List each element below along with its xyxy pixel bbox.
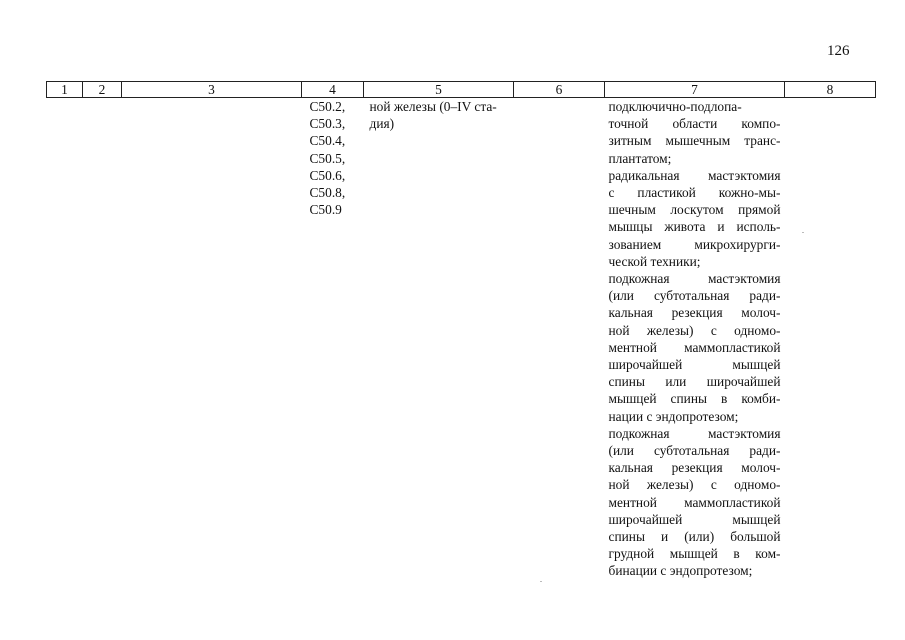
treatment-line: точной области компо- (608, 116, 781, 132)
cell-diagnosis-codes (302, 98, 364, 580)
cell-col-2 (83, 98, 122, 580)
treatment-line: нации с эндопротезом; (608, 408, 739, 424)
icd-code: C50.5, (309, 150, 346, 166)
column-header-8: 8 (785, 82, 876, 98)
column-header-6: 6 (514, 82, 605, 98)
cell-col-1 (47, 98, 83, 580)
treatment-line: ной железы) с одномо- (608, 322, 781, 338)
treatment-line: зованием микрохирурги- (608, 236, 781, 252)
treatment-line: с пластикой кожно-мы- (608, 185, 781, 201)
treatment-line: радикальная мастэктомия (608, 167, 781, 183)
icd-code: C50.4, (309, 133, 346, 149)
treatment-line: (или субтотальная ради- (608, 288, 781, 304)
condition-line: ной железы (0–IV ста- (369, 99, 497, 114)
column-header-5: 5 (364, 82, 514, 98)
icd-code: C50.6, (309, 167, 346, 183)
document-table (46, 81, 876, 580)
condition-line: дия) (369, 116, 395, 132)
column-header-7: 7 (605, 82, 785, 98)
treatment-line: спины и (или) большой (608, 529, 781, 545)
page-number: 126 (827, 43, 850, 59)
cell-col-3 (122, 98, 302, 580)
treatment-line: бинации с эндопротезом; (608, 563, 753, 579)
icd-code: C50.9 (309, 202, 342, 218)
treatment-line: подкожная мастэктомия (608, 271, 781, 287)
cell-condition (364, 98, 514, 580)
treatment-line: шечным лоскутом прямой (608, 202, 781, 218)
treatment-line: зитным мышечным транс- (608, 133, 781, 149)
treatment-line: кальная резекция молоч- (608, 305, 781, 321)
cell-col-8 (785, 98, 876, 580)
treatment-line: подключично-подлопа- (608, 99, 742, 114)
treatment-line: ментной маммопластикой (608, 339, 781, 355)
treatment-line: спины или широчайшей (608, 374, 781, 390)
treatment-line: ментной маммопластикой (608, 494, 781, 510)
table-row (47, 98, 876, 580)
treatment-line: кальная резекция молоч- (608, 460, 781, 476)
cell-col-6 (514, 98, 605, 580)
treatment-line: ческой техники; (608, 253, 701, 269)
treatment-line: (или субтотальная ради- (608, 443, 781, 459)
column-header-4: 4 (302, 82, 364, 98)
icd-code: C50.3, (309, 116, 346, 132)
treatment-line: мышцы живота и исполь- (608, 219, 781, 235)
cell-treatment-methods (605, 98, 785, 580)
treatment-line: плантатом; (608, 150, 672, 166)
icd-code: C50.2, (309, 99, 346, 114)
icd-code: C50.8, (309, 185, 346, 201)
treatment-line: ной железы) с одномо- (608, 477, 781, 493)
scan-speck (540, 581, 542, 582)
treatment-line: грудной мышцей в ком- (608, 546, 781, 562)
treatment-line: подкожная мастэктомия (608, 425, 781, 441)
column-header-3: 3 (122, 82, 302, 98)
scan-speck (802, 232, 804, 233)
column-header-2: 2 (83, 82, 122, 98)
treatment-line: широчайшей мышцей (608, 357, 781, 373)
column-number-row (47, 82, 876, 98)
treatment-line: мышцей спины в комби- (608, 391, 781, 407)
treatment-line: широчайшей мышцей (608, 511, 781, 527)
column-header-1: 1 (47, 82, 83, 98)
